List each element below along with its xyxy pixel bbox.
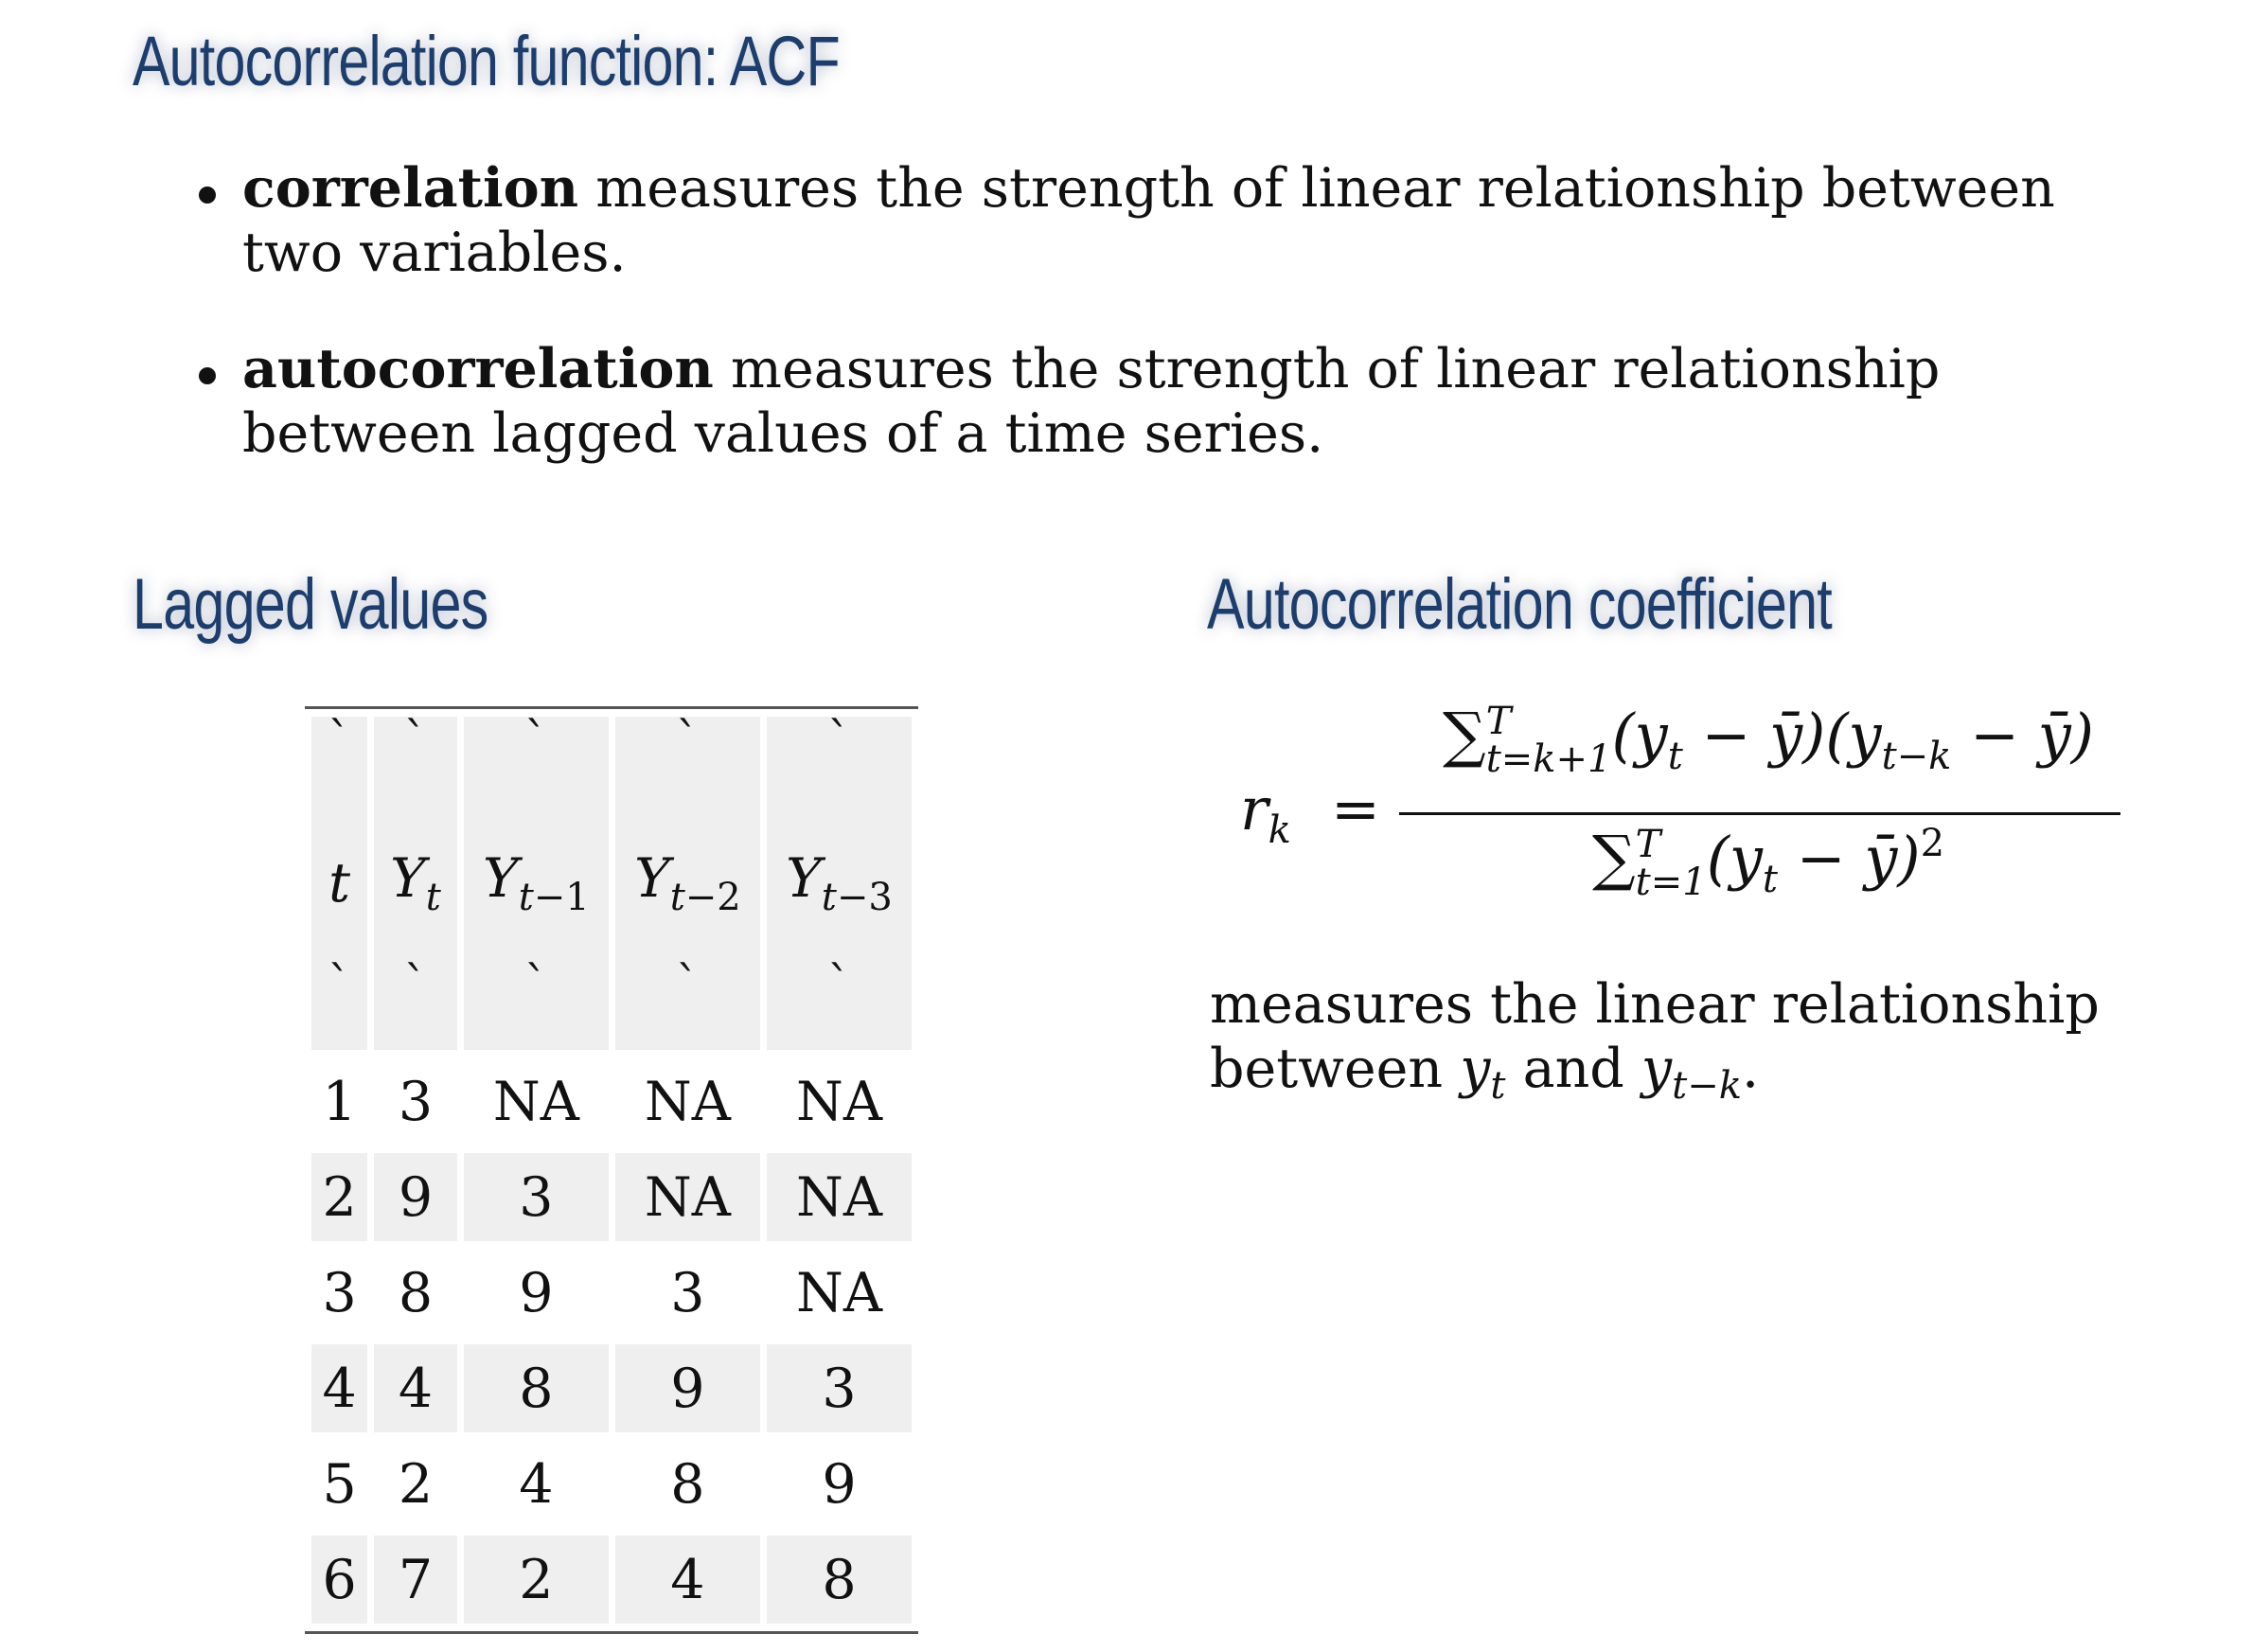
numerator-body: ($y_t$ − $ȳ)(y_{t-k}$ − ȳ): [1611, 701, 2094, 778]
table-cell: NA: [492, 1070, 579, 1133]
formula-equals: =: [1331, 774, 1380, 844]
table-cell: 8: [464, 1344, 609, 1432]
table-cell: 9: [374, 1153, 457, 1241]
table-cell: 9: [822, 1452, 857, 1516]
table-cell: 1: [322, 1070, 357, 1133]
table-cell: 9: [519, 1261, 554, 1324]
table-cell: 7: [374, 1536, 457, 1624]
table-cell: 3: [322, 1261, 357, 1324]
denominator-body: ($y_t$ − ȳ)$^2$: [1706, 822, 1945, 901]
list-item: [189, 337, 2139, 466]
table-row: [311, 1153, 912, 1241]
table-cell: 2: [464, 1536, 609, 1624]
header-mark: `: [403, 712, 428, 767]
table-row: [311, 1536, 912, 1624]
table-cell: 2: [398, 1452, 434, 1516]
table-cell: 6: [311, 1536, 367, 1624]
bullet-icon: [199, 187, 216, 204]
table-cell: 9: [615, 1344, 760, 1432]
table-row: [311, 1344, 912, 1432]
column-header: [374, 712, 457, 1050]
header-mark: `: [328, 712, 352, 767]
lagged-values-heading: Lagged values: [133, 564, 488, 645]
fraction-bar: [1399, 812, 2120, 815]
table-cell: 4: [519, 1452, 554, 1516]
table-cell: 8: [398, 1261, 434, 1324]
table-cell: NA: [795, 1261, 882, 1324]
sum-limits: T t=1: [1635, 822, 1707, 904]
table-cell: NA: [644, 1070, 731, 1133]
table-cell: 3: [670, 1261, 705, 1324]
table-cell: 3: [464, 1153, 609, 1241]
header-mark: `: [328, 956, 352, 1011]
header-mark: `: [403, 956, 428, 1011]
table-row: [311, 1440, 912, 1528]
table-cell: 4: [311, 1344, 367, 1432]
column-header-label: t: [328, 852, 351, 915]
bullet-text: measures the strength of linear relationship between lagged values of a time series.: [242, 338, 1941, 465]
formula-lhs: $r_k$: [1240, 774, 1291, 852]
header-mark: `: [675, 956, 700, 1011]
column-header: [464, 712, 609, 1050]
autocorrelation-coefficient-heading: Autocorrelation coefficient: [1207, 564, 1832, 645]
table-cell: 2: [311, 1153, 367, 1241]
bullet-text: measures the strength of linear relationship between two variables.: [242, 157, 2055, 284]
table-cell: 3: [398, 1070, 434, 1133]
column-header: [615, 712, 760, 1050]
column-header: [767, 712, 912, 1050]
table-cell: 5: [322, 1452, 357, 1516]
sum-symbol: ∑: [1443, 701, 1486, 771]
table-header-row: [311, 717, 912, 1050]
header-mark: `: [523, 956, 548, 1011]
table-cell: 3: [767, 1344, 912, 1432]
list-item: [189, 156, 2139, 285]
table-cell: 4: [374, 1344, 457, 1432]
table-row: [311, 1057, 912, 1146]
header-mark: `: [826, 956, 851, 1011]
table-cell: NA: [795, 1070, 882, 1133]
formula-denominator: [1409, 822, 2128, 904]
column-header: [311, 712, 367, 1050]
formula-description: measures the linear relationship between $y_t$ and $y_{t-k}$.: [1210, 973, 2100, 1108]
table-cell: 8: [670, 1452, 705, 1516]
header-mark: `: [826, 712, 851, 767]
acf-formula: [1240, 701, 2120, 928]
header-mark: `: [523, 712, 548, 767]
definition-list: [189, 156, 2139, 518]
lagged-values-table: [305, 706, 918, 1634]
column-header-label: $Y_t$: [390, 847, 441, 919]
bullet-term: autocorrelation: [242, 337, 714, 400]
table-cell: 8: [767, 1536, 912, 1624]
bullet-term: correlation: [242, 156, 579, 220]
page-title: Autocorrelation function: ACF: [133, 22, 840, 100]
bullet-icon: [199, 367, 216, 384]
column-header-label: $Y_{t-3}$: [786, 847, 893, 919]
table-body: [311, 1057, 912, 1624]
column-header-label: $Y_{t-1}$: [483, 847, 590, 919]
formula-numerator: [1409, 699, 2128, 781]
sum-limits: T t=k+1: [1485, 699, 1612, 781]
header-mark: `: [675, 712, 700, 767]
table-cell: NA: [767, 1153, 912, 1241]
sum-symbol: ∑: [1591, 824, 1636, 894]
table-cell: NA: [615, 1153, 760, 1241]
column-header-label: $Y_{t-2}$: [634, 847, 741, 919]
table-row: [311, 1249, 912, 1337]
table-cell: 4: [615, 1536, 760, 1624]
